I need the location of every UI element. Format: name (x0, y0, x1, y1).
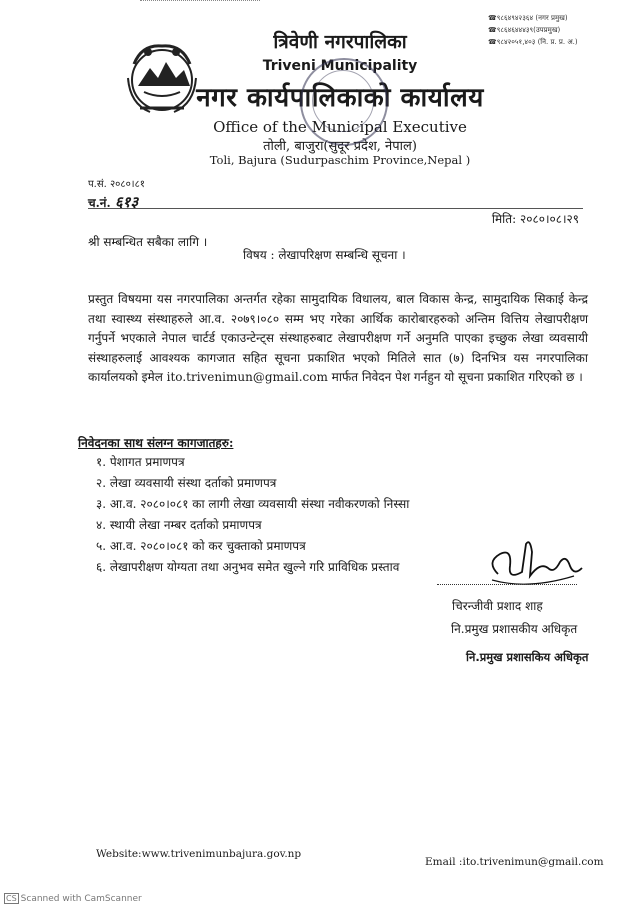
handwritten-signature (478, 532, 588, 592)
dispatch-number (88, 192, 138, 212)
attachments-heading: निवेदनका साथ संलग्न कागजातहरु: (78, 436, 234, 450)
municipality-name-en: Triveni Municipality (262, 58, 418, 74)
signatory-name: चिरन्जीवी प्रशाद शाह (452, 599, 543, 613)
letter-date: मिति: २०८०।०८।२९ (491, 212, 579, 226)
phone-number: ☎९८६४९४२३६४ (नगर प्रमुख) (488, 14, 568, 22)
phone-number: ☎९८६४६४४४३९(उपप्रमुख) (488, 26, 561, 34)
attachment-item: ४. स्थायी लेखा नम्बर दर्ताको प्रमाणपत्र (96, 518, 262, 532)
recipient-line: श्री सम्बन्धित सबैका लागि । (88, 235, 208, 249)
scanner-watermark (0, 893, 142, 904)
notice-body: प्रस्तुत विषयमा यस नगरपालिका अन्तर्गत रहेका सामुदायिक विधालय, बाल विकास केन्द्र, सामुदायिक सिकाई केन्द्र तथा स्वास्थ्य संस्थाहरुले आ.व. २०७९।०८० सम्म भए गरेका आर्थिक कारोबारहरुको अन्तिम वित्तिय लेखापरीक्षण गर्नुपर्ने भएकाले नेपाल चार्टर्ड एकाउन्टेन्ट्स संस्थाहरुबाट लेखापरीक्षण गर्ने अनुमति पाएका इच्छुक लेखा व्यवसायी संस्थाहरुलाई आवश्यक कागजात सहित सूचना प्रकाशित भएको मितिले सात (७) दिनभित्र यस नगरपालिका कार्यालयको इमेल ito.trivenimun@gmail.com मार्फत निवेदन पेश गर्नहुन यो सूचना प्रकाशित गरिएको छ । (88, 292, 588, 384)
attachment-item: ५. आ.व. २०८०।०८१ को कर चुक्ताको प्रमाणपत्र (96, 539, 306, 553)
footer-email: Email :ito.trivenimun@gmail.com (425, 856, 604, 868)
attachment-item: ३. आ.व. २०८०।०८१ का लागी लेखा व्यवसायी संस्था नवीकरणको निस्सा (96, 497, 410, 511)
signature-dotted-line (437, 584, 577, 585)
address-en: Toli, Bajura (Sudurpaschim Province,Nepal ) (209, 153, 471, 167)
signatory-title: नि.प्रमुख प्रशासकीय अधिकृत (451, 622, 578, 636)
attachments-list (96, 452, 516, 578)
scanner-text: Scanned with CamScanner (20, 894, 142, 904)
address-np: तोली, बाजुरा(सुदूर प्रदेश, नेपाल) (263, 139, 417, 154)
designation-stamp: नि.प्रमुख प्रशासकिय अधिकृत (466, 650, 589, 664)
dispatch-label: च.नं. (88, 196, 111, 210)
attachment-item: १. पेशागत प्रमाणपत्र (96, 455, 185, 469)
attachment-item: ६. लेखापरीक्षण योग्यता तथा अनुभव समेत खुल्ने गरि प्राविधिक प्रस्ताव (96, 560, 400, 574)
dispatch-value: ६१३ (114, 193, 139, 211)
phone-number: ☎९८४२०५१,४०३ (नि. प्र. प्र. अ.) (488, 38, 578, 46)
attachment-item: २. लेखा व्यवसायी संस्था दर्ताको प्रमाणपत्र (96, 476, 277, 490)
footer-website: Website:www.trivenimunbajura.gov.np (96, 848, 302, 860)
camscanner-logo-icon: CS (6, 894, 17, 903)
office-name-np: नगर कार्यपालिकाको कार्यालय (196, 83, 484, 113)
municipality-name-np: त्रिवेणी नगरपालिका (273, 31, 407, 53)
phone-numbers (488, 12, 578, 48)
letter-reference-number: प.सं. २०८०।८१ (88, 179, 145, 190)
top-dotted-line (140, 0, 260, 2)
office-seal-inner-ring (312, 70, 374, 132)
office-name-en: Office of the Municipal Executive (213, 118, 467, 136)
reference-divider (88, 208, 583, 209)
subject-line: विषय : लेखापरिक्षण सम्बन्धि सूचना । (243, 248, 406, 262)
